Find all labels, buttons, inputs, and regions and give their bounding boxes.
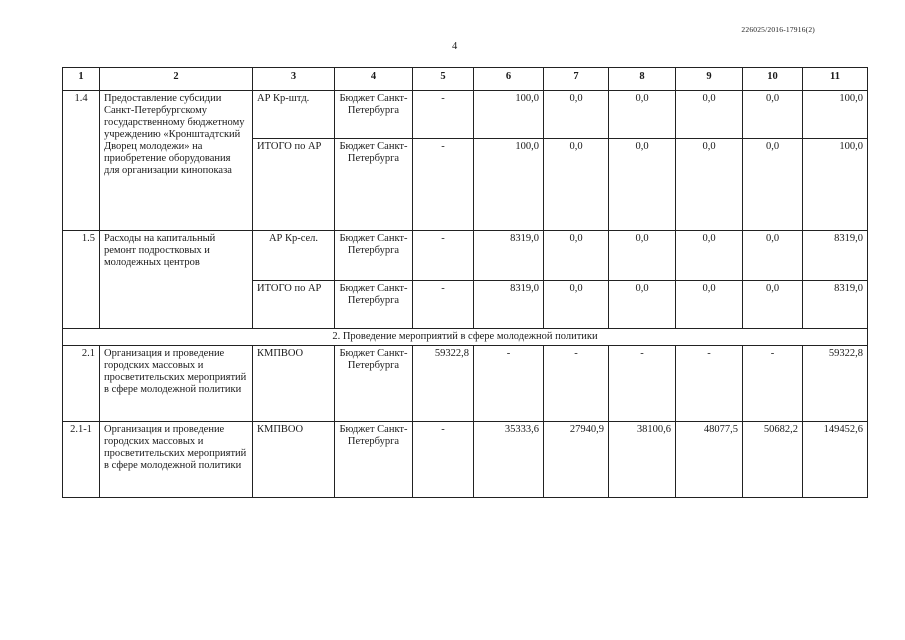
value-cell: 0,0 (676, 231, 743, 281)
value-cell: 0,0 (743, 231, 803, 281)
table-row (63, 231, 868, 281)
section-title: 2. Проведение мероприятий в сфере молодежной политики (63, 329, 868, 346)
value-cell: 0,0 (676, 139, 743, 231)
section-header-row (63, 329, 868, 346)
column-header: 5 (413, 68, 474, 91)
value-cell: - (743, 346, 803, 422)
value-cell: 8319,0 (474, 281, 544, 329)
table-row (63, 422, 868, 498)
value-cell: 0,0 (609, 281, 676, 329)
row-description: Организация и проведение городских массовых и просветительских мероприятий в сфере молодежной политики (100, 422, 253, 498)
executor-cell: ИТОГО по АР (253, 281, 335, 329)
value-cell: 0,0 (544, 281, 609, 329)
row-description: Расходы на капитальный ремонт подростковых и молодежных центров (100, 231, 253, 329)
value-cell: 100,0 (474, 91, 544, 139)
value-cell: 0,0 (743, 91, 803, 139)
value-cell: 0,0 (544, 139, 609, 231)
executor-cell: КМПВОО (253, 422, 335, 498)
column-header: 1 (63, 68, 100, 91)
value-cell: - (544, 346, 609, 422)
value-cell: - (413, 231, 474, 281)
value-cell: 59322,8 (803, 346, 868, 422)
value-cell: 59322,8 (413, 346, 474, 422)
value-cell: 0,0 (676, 281, 743, 329)
funding-source-cell: Бюджет Санкт-Петербурга (335, 281, 413, 329)
value-cell: 0,0 (609, 91, 676, 139)
column-header: 3 (253, 68, 335, 91)
value-cell: - (413, 422, 474, 498)
funding-source-cell: Бюджет Санкт-Петербурга (335, 346, 413, 422)
table-row (63, 91, 868, 139)
budget-table (62, 67, 868, 498)
value-cell: - (609, 346, 676, 422)
value-cell: - (413, 91, 474, 139)
funding-source-cell: Бюджет Санкт-Петербурга (335, 139, 413, 231)
table-row (63, 346, 868, 422)
column-header: 7 (544, 68, 609, 91)
value-cell: 0,0 (676, 91, 743, 139)
value-cell: 8319,0 (474, 231, 544, 281)
column-header: 6 (474, 68, 544, 91)
executor-cell: КМПВОО (253, 346, 335, 422)
funding-source-cell: Бюджет Санкт-Петербурга (335, 231, 413, 281)
value-cell: 35333,6 (474, 422, 544, 498)
value-cell: 50682,2 (743, 422, 803, 498)
executor-cell: АР Кр-штд. (253, 91, 335, 139)
value-cell: 0,0 (544, 91, 609, 139)
value-cell: - (413, 139, 474, 231)
value-cell: 48077,5 (676, 422, 743, 498)
row-description: Организация и проведение городских массовых и просветительских мероприятий в сфере молодежной политики (100, 346, 253, 422)
page-number: 4 (452, 41, 458, 52)
value-cell: 0,0 (609, 231, 676, 281)
value-cell: - (413, 281, 474, 329)
value-cell: 0,0 (743, 139, 803, 231)
executor-cell: ИТОГО по АР (253, 139, 335, 231)
row-number: 2.1 (63, 346, 100, 422)
value-cell: 0,0 (743, 281, 803, 329)
value-cell: 8319,0 (803, 231, 868, 281)
funding-source-cell: Бюджет Санкт-Петербурга (335, 91, 413, 139)
document-id: 226025/2016-17916(2) (741, 25, 815, 34)
row-number: 1.4 (63, 91, 100, 231)
column-header: 9 (676, 68, 743, 91)
row-number: 1.5 (63, 231, 100, 329)
column-header: 10 (743, 68, 803, 91)
value-cell: 100,0 (474, 139, 544, 231)
value-cell: 100,0 (803, 91, 868, 139)
value-cell: 27940,9 (544, 422, 609, 498)
value-cell: - (474, 346, 544, 422)
value-cell: 8319,0 (803, 281, 868, 329)
column-header: 2 (100, 68, 253, 91)
column-header: 8 (609, 68, 676, 91)
row-description: Предоставление субсидии Санкт-Петербургскому государственному бюджетному учреждению «Кронштадтский Дворец молодежи» на приобретение оборудования для организации кинопоказа (100, 91, 253, 231)
column-header: 11 (803, 68, 868, 91)
executor-cell: АР Кр-сел. (253, 231, 335, 281)
value-cell: 100,0 (803, 139, 868, 231)
header-row (63, 68, 868, 91)
column-header: 4 (335, 68, 413, 91)
funding-source-cell: Бюджет Санкт-Петербурга (335, 422, 413, 498)
value-cell: 0,0 (544, 231, 609, 281)
row-number: 2.1-1 (63, 422, 100, 498)
value-cell: 38100,6 (609, 422, 676, 498)
value-cell: 0,0 (609, 139, 676, 231)
value-cell: - (676, 346, 743, 422)
value-cell: 149452,6 (803, 422, 868, 498)
